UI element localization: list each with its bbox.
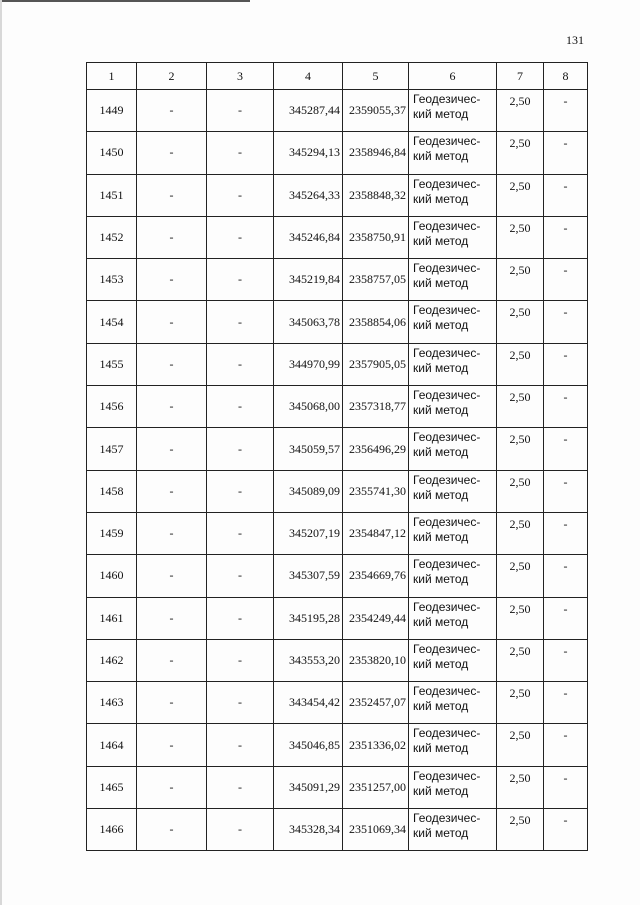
column-3-cell: - <box>207 90 274 132</box>
accuracy-cell: 2,50 <box>497 428 544 470</box>
column-2-cell: - <box>137 428 207 470</box>
column-2-cell: - <box>137 512 207 554</box>
point-number-cell: 1465 <box>87 766 137 808</box>
point-number-cell: 1455 <box>87 343 137 385</box>
table-row <box>87 597 588 639</box>
table-row <box>87 174 588 216</box>
x-coordinate-cell: 345294,13 <box>274 132 343 174</box>
column-3-cell: - <box>207 512 274 554</box>
column-3-cell: - <box>207 428 274 470</box>
y-coordinate-cell: 2355741,30 <box>343 470 409 512</box>
y-coordinate-cell: 2357318,77 <box>343 386 409 428</box>
y-coordinate-cell: 2351069,34 <box>343 809 409 851</box>
x-coordinate-cell: 345059,57 <box>274 428 343 470</box>
table-row <box>87 555 588 597</box>
column-header: 5 <box>343 63 409 90</box>
point-number-cell: 1457 <box>87 428 137 470</box>
method-line-1: Геодезичес- <box>413 514 481 529</box>
method-cell <box>409 470 497 512</box>
method-line-2: кий метод <box>413 529 469 544</box>
method-line-1: Геодезичес- <box>413 303 481 318</box>
point-number-cell: 1451 <box>87 174 137 216</box>
method-cell <box>409 766 497 808</box>
column-2-cell: - <box>137 132 207 174</box>
method-line-1: Геодезичес- <box>413 92 481 106</box>
method-line-1: Геодезичес- <box>413 472 481 487</box>
method-line-2: кий метод <box>413 699 469 714</box>
x-coordinate-cell: 345246,84 <box>274 216 343 258</box>
table-body <box>87 90 588 851</box>
y-coordinate-cell: 2357905,05 <box>343 343 409 385</box>
table-row <box>87 90 588 132</box>
table-row <box>87 724 588 766</box>
method-cell <box>409 216 497 258</box>
method-line-2: кий метод <box>413 445 469 460</box>
y-coordinate-cell: 2359055,37 <box>343 90 409 132</box>
column-8-cell: - <box>544 512 588 554</box>
column-3-cell: - <box>207 682 274 724</box>
method-line-1: Геодезичес- <box>413 768 481 783</box>
column-8-cell: - <box>544 259 588 301</box>
column-3-cell: - <box>207 470 274 512</box>
method-line-2: кий метод <box>413 191 469 206</box>
method-cell <box>409 132 497 174</box>
table-row <box>87 259 588 301</box>
method-line-1: Геодезичес- <box>413 218 481 233</box>
column-2-cell: - <box>137 386 207 428</box>
column-2-cell: - <box>137 555 207 597</box>
method-line-1: Геодезичес- <box>413 176 481 191</box>
point-number-cell: 1460 <box>87 555 137 597</box>
point-number-cell: 1456 <box>87 386 137 428</box>
column-3-cell: - <box>207 132 274 174</box>
coordinates-table <box>86 62 588 851</box>
table-row <box>87 386 588 428</box>
column-2-cell: - <box>137 682 207 724</box>
column-header: 6 <box>409 63 497 90</box>
accuracy-cell: 2,50 <box>497 639 544 681</box>
table-row <box>87 639 588 681</box>
accuracy-cell: 2,50 <box>497 724 544 766</box>
table-row <box>87 809 588 851</box>
column-3-cell: - <box>207 386 274 428</box>
table-row <box>87 470 588 512</box>
column-header: 3 <box>207 63 274 90</box>
table-row <box>87 216 588 258</box>
accuracy-cell: 2,50 <box>497 597 544 639</box>
x-coordinate-cell: 343454,42 <box>274 682 343 724</box>
method-line-1: Геодезичес- <box>413 684 481 699</box>
method-line-2: кий метод <box>413 360 469 375</box>
x-coordinate-cell: 345068,00 <box>274 386 343 428</box>
y-coordinate-cell: 2354249,44 <box>343 597 409 639</box>
y-coordinate-cell: 2358854,06 <box>343 301 409 343</box>
method-cell <box>409 259 497 301</box>
column-header: 2 <box>137 63 207 90</box>
column-2-cell: - <box>137 343 207 385</box>
method-cell <box>409 597 497 639</box>
column-3-cell: - <box>207 555 274 597</box>
column-8-cell: - <box>544 343 588 385</box>
column-8-cell: - <box>544 555 588 597</box>
y-coordinate-cell: 2353820,10 <box>343 639 409 681</box>
x-coordinate-cell: 345287,44 <box>274 90 343 132</box>
y-coordinate-cell: 2358946,84 <box>343 132 409 174</box>
method-line-1: Геодезичес- <box>413 388 481 403</box>
table-header-row <box>87 63 588 90</box>
column-3-cell: - <box>207 724 274 766</box>
x-coordinate-cell: 345328,34 <box>274 809 343 851</box>
method-cell <box>409 724 497 766</box>
x-coordinate-cell: 343553,20 <box>274 639 343 681</box>
accuracy-cell: 2,50 <box>497 809 544 851</box>
column-3-cell: - <box>207 809 274 851</box>
column-8-cell: - <box>544 809 588 851</box>
method-line-2: кий метод <box>413 572 469 587</box>
method-line-2: кий метод <box>413 487 469 502</box>
point-number-cell: 1466 <box>87 809 137 851</box>
point-number-cell: 1462 <box>87 639 137 681</box>
method-line-2: кий метод <box>413 318 469 333</box>
x-coordinate-cell: 345089,09 <box>274 470 343 512</box>
x-coordinate-cell: 345091,29 <box>274 766 343 808</box>
column-2-cell: - <box>137 90 207 132</box>
point-number-cell: 1461 <box>87 597 137 639</box>
accuracy-cell: 2,50 <box>497 470 544 512</box>
method-line-2: кий метод <box>413 783 469 798</box>
column-2-cell: - <box>137 724 207 766</box>
method-line-2: кий метод <box>413 656 469 671</box>
method-line-2: кий метод <box>413 276 469 291</box>
column-3-cell: - <box>207 343 274 385</box>
column-8-cell: - <box>544 724 588 766</box>
column-2-cell: - <box>137 766 207 808</box>
accuracy-cell: 2,50 <box>497 682 544 724</box>
point-number-cell: 1450 <box>87 132 137 174</box>
x-coordinate-cell: 345195,28 <box>274 597 343 639</box>
method-line-1: Геодезичес- <box>413 430 481 445</box>
method-line-2: кий метод <box>413 403 469 418</box>
x-coordinate-cell: 345307,59 <box>274 555 343 597</box>
column-3-cell: - <box>207 259 274 301</box>
column-header: 8 <box>544 63 588 90</box>
method-cell <box>409 512 497 554</box>
table-row <box>87 682 588 724</box>
method-line-2: кий метод <box>413 614 469 629</box>
x-coordinate-cell: 345219,84 <box>274 259 343 301</box>
method-line-1: Геодезичес- <box>413 599 481 614</box>
method-line-2: кий метод <box>413 149 469 164</box>
column-2-cell: - <box>137 809 207 851</box>
column-8-cell: - <box>544 682 588 724</box>
y-coordinate-cell: 2351336,02 <box>343 724 409 766</box>
accuracy-cell: 2,50 <box>497 132 544 174</box>
method-cell <box>409 386 497 428</box>
accuracy-cell: 2,50 <box>497 259 544 301</box>
column-2-cell: - <box>137 259 207 301</box>
table-row <box>87 343 588 385</box>
method-line-2: кий метод <box>413 107 469 121</box>
y-coordinate-cell: 2351257,00 <box>343 766 409 808</box>
method-line-2: кий метод <box>413 233 469 248</box>
point-number-cell: 1463 <box>87 682 137 724</box>
column-header: 4 <box>274 63 343 90</box>
method-line-2: кий метод <box>413 741 469 756</box>
y-coordinate-cell: 2352457,07 <box>343 682 409 724</box>
column-3-cell: - <box>207 301 274 343</box>
method-cell <box>409 682 497 724</box>
method-line-1: Геодезичес- <box>413 345 481 360</box>
accuracy-cell: 2,50 <box>497 555 544 597</box>
column-3-cell: - <box>207 766 274 808</box>
x-coordinate-cell: 345063,78 <box>274 301 343 343</box>
y-coordinate-cell: 2358757,05 <box>343 259 409 301</box>
column-2-cell: - <box>137 216 207 258</box>
method-cell <box>409 555 497 597</box>
method-cell <box>409 809 497 851</box>
method-cell <box>409 90 497 132</box>
accuracy-cell: 2,50 <box>497 512 544 554</box>
point-number-cell: 1454 <box>87 301 137 343</box>
column-3-cell: - <box>207 174 274 216</box>
column-8-cell: - <box>544 216 588 258</box>
point-number-cell: 1453 <box>87 259 137 301</box>
method-line-1: Геодезичес- <box>413 726 481 741</box>
column-3-cell: - <box>207 639 274 681</box>
method-cell <box>409 428 497 470</box>
column-8-cell: - <box>544 90 588 132</box>
x-coordinate-cell: 345264,33 <box>274 174 343 216</box>
column-header: 1 <box>87 63 137 90</box>
method-line-2: кий метод <box>413 826 469 841</box>
column-2-cell: - <box>137 174 207 216</box>
column-2-cell: - <box>137 639 207 681</box>
table-row <box>87 132 588 174</box>
method-cell <box>409 174 497 216</box>
column-8-cell: - <box>544 428 588 470</box>
accuracy-cell: 2,50 <box>497 90 544 132</box>
method-line-1: Геодезичес- <box>413 811 481 826</box>
y-coordinate-cell: 2358848,32 <box>343 174 409 216</box>
accuracy-cell: 2,50 <box>497 301 544 343</box>
method-line-1: Геодезичес- <box>413 134 481 149</box>
y-coordinate-cell: 2354847,12 <box>343 512 409 554</box>
method-line-1: Геодезичес- <box>413 261 481 276</box>
x-coordinate-cell: 344970,99 <box>274 343 343 385</box>
table-row <box>87 766 588 808</box>
method-cell <box>409 301 497 343</box>
scan-edge-left <box>0 0 2 905</box>
accuracy-cell: 2,50 <box>497 343 544 385</box>
table-row <box>87 428 588 470</box>
method-cell <box>409 639 497 681</box>
x-coordinate-cell: 345046,85 <box>274 724 343 766</box>
column-8-cell: - <box>544 597 588 639</box>
x-coordinate-cell: 345207,19 <box>274 512 343 554</box>
table-row <box>87 512 588 554</box>
column-2-cell: - <box>137 597 207 639</box>
y-coordinate-cell: 2358750,91 <box>343 216 409 258</box>
method-line-1: Геодезичес- <box>413 641 481 656</box>
column-3-cell: - <box>207 597 274 639</box>
column-2-cell: - <box>137 301 207 343</box>
column-8-cell: - <box>544 174 588 216</box>
method-cell <box>409 343 497 385</box>
point-number-cell: 1449 <box>87 90 137 132</box>
scan-edge-top <box>0 0 250 2</box>
point-number-cell: 1452 <box>87 216 137 258</box>
accuracy-cell: 2,50 <box>497 216 544 258</box>
table-row <box>87 301 588 343</box>
y-coordinate-cell: 2356496,29 <box>343 428 409 470</box>
column-header: 7 <box>497 63 544 90</box>
column-8-cell: - <box>544 639 588 681</box>
column-2-cell: - <box>137 470 207 512</box>
column-8-cell: - <box>544 301 588 343</box>
accuracy-cell: 2,50 <box>497 174 544 216</box>
column-8-cell: - <box>544 386 588 428</box>
point-number-cell: 1464 <box>87 724 137 766</box>
point-number-cell: 1458 <box>87 470 137 512</box>
page-number: 131 <box>566 33 584 47</box>
column-8-cell: - <box>544 766 588 808</box>
column-8-cell: - <box>544 470 588 512</box>
y-coordinate-cell: 2354669,76 <box>343 555 409 597</box>
point-number-cell: 1459 <box>87 512 137 554</box>
accuracy-cell: 2,50 <box>497 766 544 808</box>
column-3-cell: - <box>207 216 274 258</box>
method-line-1: Геодезичес- <box>413 557 481 572</box>
column-8-cell: - <box>544 132 588 174</box>
accuracy-cell: 2,50 <box>497 386 544 428</box>
